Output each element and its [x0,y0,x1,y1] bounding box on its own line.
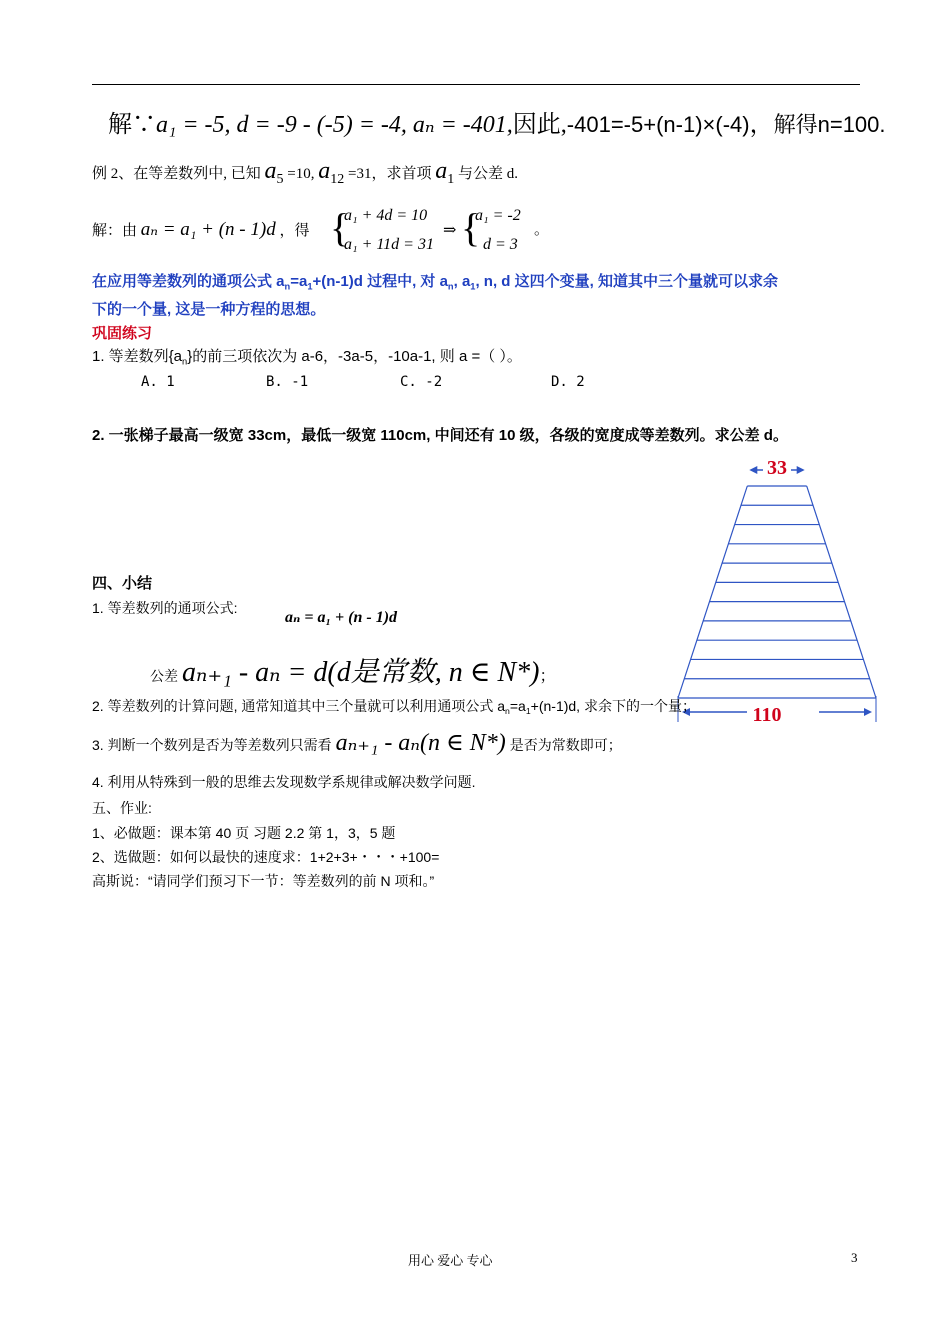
note-sub-1: 1 [307,281,313,292]
solution-line-1 [108,104,886,139]
solution-2-end: 。 [534,222,550,238]
note-text-c: +(n-1)d 过程中, 对 a [312,273,448,290]
footer-motto: 用心 爱心 专心 [408,1253,493,1268]
solution-mid: 因此, [512,112,567,138]
q1-stem-a: 1. 等差数列{a [92,348,183,365]
summary-item-2 [92,696,696,716]
solution-comma: ， [749,112,774,138]
example-2-value-2: =31，求首项 [347,166,432,182]
note-sub-n: n [284,281,291,292]
ladder-bottom-label: 110 [752,704,782,726]
header-rule [92,84,860,85]
item2-text-b: =a [509,698,526,714]
note-line-1 [92,270,778,291]
summary-item-1: 1. 等差数列的通项公式: [92,600,238,616]
gauss-quote: 高斯说：“请同学们预习下一节：等差数列的前 N 项和。” [92,873,435,889]
note-text-a: 在应用等差数列的通项公式 a [92,273,285,290]
implies-arrow: ⇒ [443,222,457,239]
a1-symbol: a [435,158,448,184]
general-term-formula: aₙ = a₁ + (n - 1)d [140,219,276,240]
system-1-line-1: a₁ + 4d = 10 [344,207,428,224]
summary-item-3 [92,728,622,757]
ladder-diagram [670,450,885,740]
item2-text-a: 2. 等差数列的计算问题, 通常知道其中三个量就可以利用通项公式 a [92,698,506,714]
common-difference-label: 公差 [150,668,178,684]
q1-stem-sub: n [182,356,188,367]
item3-text-b: 是否为常数即可； [509,737,622,753]
item3-formula: aₙ₊₁ - aₙ(n ∈ N*) [335,730,506,756]
solution-equation: -401=-5+(n-1)×(-4) [566,112,750,137]
note-sub-12: 1 [470,281,476,292]
q1-option-d: D. 2 [551,374,585,390]
page-number: 3 [851,1250,858,1265]
common-difference-line [150,650,556,690]
q1-stem-b: }的前三项依次为 a-6，-3a-5，-10a-1, 则 a =（ ）。 [187,348,522,365]
note-text-b: =a [290,273,308,290]
system-2-brace: { [461,205,481,250]
example-2-text-a: 例 2、在等差数列中, 已知 [92,166,261,182]
practice-title: 巩固练习 [92,325,153,342]
system-2-line-1: a₁ = -2 [475,207,521,224]
solution-result: 解得n=100. [773,112,886,137]
a1-subscript: 1 [447,171,455,187]
q1-option-a: A. 1 [141,374,175,390]
summary-formula: aₙ = a₁ + (n - 1)d [285,609,398,626]
system-2-line-2: d = 3 [483,236,518,253]
note-line-2: 下的一个量, 这是一种方程的思想。 [92,301,326,318]
note-text-d: , a [453,273,471,290]
example-2-text-b: 与公差 d. [457,166,518,182]
question-1-stem [92,345,522,366]
ladder-left-rail [678,486,747,698]
a5-subscript: 5 [276,171,284,187]
a12-subscript: 12 [330,171,345,187]
common-difference-end: ； [539,668,556,685]
item2-text-c: +(n-1)d, 求余下的一个量； [530,698,696,714]
item3-text-a: 3. 判断一个数列是否为等差数列只需看 [92,737,332,753]
item2-sub-n: n [505,706,510,717]
bottom-arrowhead-right [864,708,872,716]
a12-symbol: a [318,158,331,184]
q1-option-c: C. -2 [400,374,443,390]
example-2 [92,158,518,188]
ladder-top-label: 33 [767,457,787,479]
solution-prefix: 解∵ [108,112,156,138]
solution-2-lead [92,218,309,241]
summary-title: 四、小结 [92,575,153,592]
homework-item-1: 1、必做题：课本第 40 页 习题 2.2 第 1，3，5 题 [92,825,396,841]
ladder-right-rail [807,486,876,698]
system-1-brace: { [330,205,350,250]
q1-option-b: B. -1 [266,374,309,390]
solution-2-lead-text: 解：由 [92,223,138,239]
question-2: 2. 一张梯子最高一级宽 33cm，最低一级宽 110cm, 中间还有 10 级，各级的宽度成等差数列。求公差 d。 [92,427,788,444]
summary-item-4: 4. 利用从特殊到一般的思维去发现数学系规律或解决数学问题. [92,774,476,790]
note-text-e: , n, d 这四个变量, 知道其中三个量就可以求余 [475,273,778,290]
ladder-lines [678,466,876,722]
solution-2-comma: ，得 [279,223,310,239]
system-1-line-2: a₁ + 11d = 31 [344,236,434,253]
solution-math: a₁ = -5, d = -9 - (-5) = -4, aₙ = -401, [156,112,513,138]
common-difference-formula: aₙ₊₁ - aₙ = d(d是常数, n ∈ N*) [182,657,540,688]
top-arrowhead-left [749,466,757,474]
a5-symbol: a [264,158,277,184]
item2-sub-1: 1 [525,706,531,717]
homework-title: 五、作业: [92,800,152,816]
top-arrowhead-right [797,466,805,474]
homework-item-2: 2、选做题：如何以最快的速度求：1+2+3+・・・+100= [92,849,440,865]
example-2-value-1: =10, [287,166,315,182]
note-sub-n2: n [447,281,454,292]
